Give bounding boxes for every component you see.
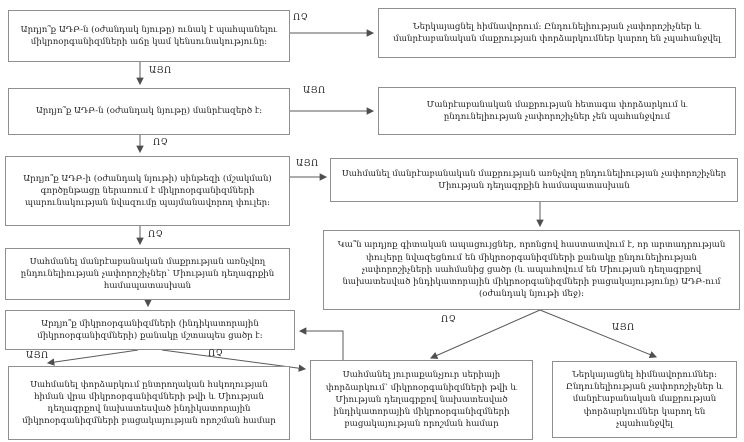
edge-label-no-sterile: ՈՉ [153, 138, 169, 148]
edge-label-yes-sterile: ԱՅՈ [303, 86, 326, 96]
box-each-batch-testing: Սահմանել յուրաքանչյուր սերիայի փորձարկում՝ միկրոօրգանիզմների թվի և Միության դեղագրքով նախատեսված ինդիկատորային միկրոօրգանիզմների բացակայության որոշման համար [310, 360, 533, 440]
edge-label-no-synthesis: ՈՉ [148, 230, 164, 240]
edge-label-no-evidence: ՈՉ [441, 315, 457, 325]
edge-label-no-growth: ՈՉ [293, 13, 309, 23]
box-justification-no-testing-top: Ներկայացնել հիմնավորում։ Ընդունելիության չափորոշիչներ և մանրէաբանական մաքրության փորձարկումներ կարող են չպահանջվել [378, 8, 736, 58]
box-set-acceptance-criteria-right: Սահմանել մանրէաբանական մաքրության առնչվող ընդունելիության չափորոշիչներ Միության դեղագրքին համապատասխան [330, 158, 738, 202]
box-justification-no-testing-bottom: Ներկայացնել հիմնավորումներ։ Ընդունելիության չափորոշիչներ և մանրէաբանական մաքրության փորձարկումներ կարող են չպահանջվել [552, 361, 737, 438]
box-question-supports-growth: Արդյո՞ք ԱԴԲ-ն (օժանդակ նյութը) ունակ է պահպանելու միկրոօրգանիզմների աճը կամ կենսունակությունը։ [8, 10, 290, 62]
box-no-further-testing: Մանրէաբանական մաքրության հետագա փորձարկում և ընդունելիության չափորոշիչներ չեն պահանջվում [378, 87, 736, 135]
edge-label-yes-synthesis: ԱՅՈ [296, 159, 319, 169]
box-question-count-consistently-low: Արդյո՞ք միկրոօրգանիզմների (ինդիկատորային միկրոօրգանիզմների) քանակը մշտապես ցածր է։ [5, 310, 295, 350]
edge-label-yes-countlow: ԱՅՈ [26, 351, 49, 361]
edge-label-no-countlow: ՈՉ [208, 349, 224, 359]
edge-label-yes-growth: ԱՅՈ [149, 66, 172, 76]
box-question-scientific-evidence: Կա՞ն արդյոք գիտական ապացույցներ, որոնցով հաստատվում է, որ արտադրության փուլերը նվազեցնում են միկրոօրգանիզմների քանակը ընդունելիության չափորոշիչների սահմանից ցածր (և ապահովում են Միության դեղագրքով նախատեսված ինդիկատորային միկրոօրգանիզմների բացակայությունը) ԱԴԲ-ում (օժանդակ նյութի մեջ)։ [323, 230, 740, 310]
box-question-synthesis-reduction-steps: Արդյո՞ք ԱԴԲ-ի (օժանդակ նյութի) սինթեզի (մշակման) գործընթացը ներառում է միկրոօրգանիզմների պարունակության նվազումը պայմանավորող փուլեր։ [5, 156, 290, 226]
arrow-eachbatch-feedback [300, 331, 343, 360]
box-skip-lot-testing: Սահմանել փորձարկում ընտրողական հսկողության հիման վրա միկրոօրգանիզմների թվի և Միության դեղագրքով նախատեսված ինդիկատորային միկրոօրգանիզմների բացակայության որոշման համար [8, 366, 290, 440]
arrow-countlow-yes [48, 350, 138, 363]
arrow-evidence-yes [540, 310, 656, 357]
edge-label-yes-evidence: ԱՅՈ [612, 323, 635, 333]
box-question-sterile: Արդյո՞ք ԱԴԲ-ն (օժանդակ նյութը) մանրէազերծ է։ [8, 88, 290, 135]
box-set-acceptance-criteria-left: Սահմանել մանրէաբանական մաքրության առնչվող ընդունելիության չափորոշիչներ՝ Միության դեղագրքին համապատասխան [5, 248, 290, 300]
